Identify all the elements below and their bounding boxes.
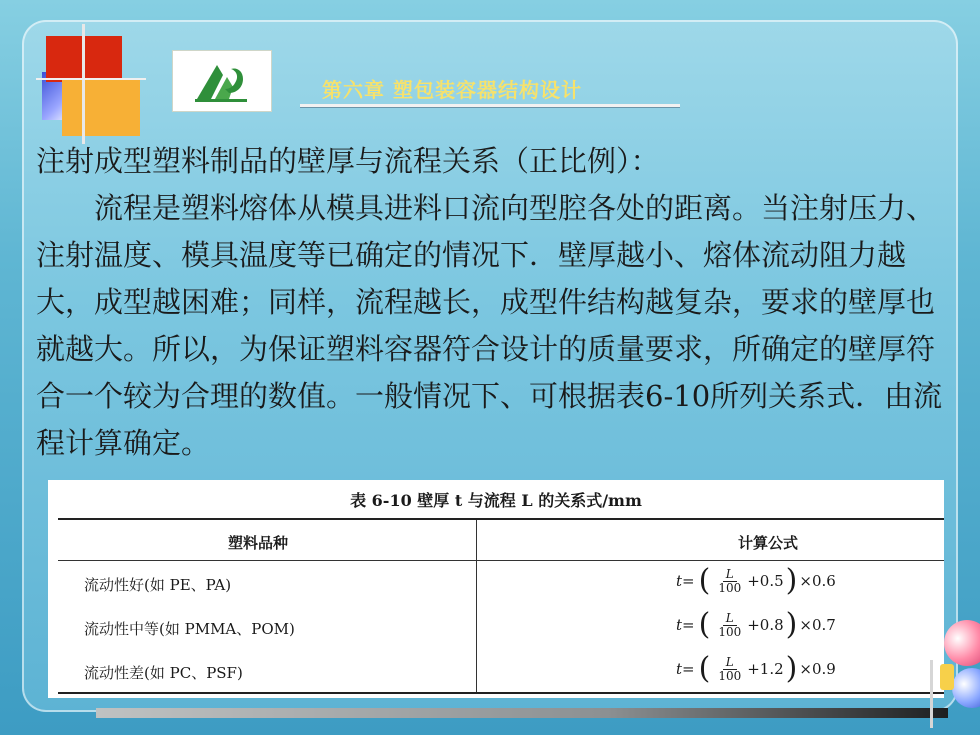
section-heading: 注射成型塑料制品的壁厚与流程关系（正比例）： xyxy=(36,144,660,178)
table-bottom-rule xyxy=(58,692,944,694)
table-row-formula xyxy=(676,651,836,686)
formula-mult: ×0.6 xyxy=(799,572,836,590)
formula-paren-open: ( xyxy=(698,651,711,686)
decor-yellow-tab xyxy=(940,664,954,690)
table-row-material: 流动性差(如 PC、PSF) xyxy=(84,664,243,682)
footer-tick xyxy=(930,660,933,728)
relation-table xyxy=(48,480,944,698)
table-header-material: 塑料品种 xyxy=(228,534,289,552)
body-paragraph: 流程是塑料熔体从模具进料口流向型腔各处的距离。当注射压力、注射温度、模具温度等已确定的情况下．壁厚越小、熔体流动阻力越大，成型越困难；同样，流程越长，成型件结构越复杂，要求的壁厚也就越大。所以，为保证塑料容器符合设计的质量要求，所确定的壁厚符合一个较为合理的数值。一般情况下、可根据表6-10所列关系式．由流程计算确定。 xyxy=(36,191,943,460)
formula-mult: ×0.7 xyxy=(799,616,836,634)
formula-add: +0.8 xyxy=(747,616,784,634)
formula-paren-close: ) xyxy=(785,563,798,598)
formula-denominator: 100 xyxy=(718,580,742,595)
formula-denominator: 100 xyxy=(718,668,742,683)
table-top-rule xyxy=(58,518,944,520)
logo-box xyxy=(172,50,272,112)
company-logo-icon xyxy=(193,59,251,103)
formula-mult: ×0.9 xyxy=(799,660,836,678)
chapter-title: 第六章 塑包装容器结构设计 xyxy=(322,78,582,102)
formula-fraction xyxy=(715,568,744,595)
formula-numerator: L xyxy=(723,656,737,670)
formula-paren-close: ) xyxy=(785,607,798,642)
decor-blue-orb xyxy=(952,668,980,708)
table-column-divider xyxy=(476,520,477,692)
table-row-material: 流动性中等(如 PMMA、POM) xyxy=(84,620,295,638)
decor-orange-square xyxy=(62,80,140,136)
formula-var: t= xyxy=(676,572,695,590)
footer-bar xyxy=(96,708,948,718)
body-text xyxy=(36,138,962,467)
formula-paren-open: ( xyxy=(698,607,711,642)
table-row-formula xyxy=(676,607,836,642)
table-row-formula xyxy=(676,563,836,598)
formula-fraction xyxy=(715,612,744,639)
table-header-formula: 计算公式 xyxy=(738,534,799,552)
formula-paren-close: ) xyxy=(785,651,798,686)
decor-horizontal-line xyxy=(36,78,146,80)
formula-var: t= xyxy=(676,660,695,678)
formula-denominator: 100 xyxy=(718,624,742,639)
formula-numerator: L xyxy=(723,612,737,626)
formula-numerator: L xyxy=(723,568,737,582)
formula-fraction xyxy=(715,656,744,683)
table-caption: 表 6-10 壁厚 t 与流程 L 的关系式/mm xyxy=(350,491,642,510)
table-row-material: 流动性好(如 PE、PA) xyxy=(84,576,232,594)
formula-var: t= xyxy=(676,616,695,634)
title-underline-shadow xyxy=(300,107,680,108)
decor-vertical-line xyxy=(82,24,85,144)
table-header-rule xyxy=(58,560,944,561)
formula-paren-open: ( xyxy=(698,563,711,598)
formula-add: +1.2 xyxy=(747,660,784,678)
formula-add: +0.5 xyxy=(747,572,784,590)
